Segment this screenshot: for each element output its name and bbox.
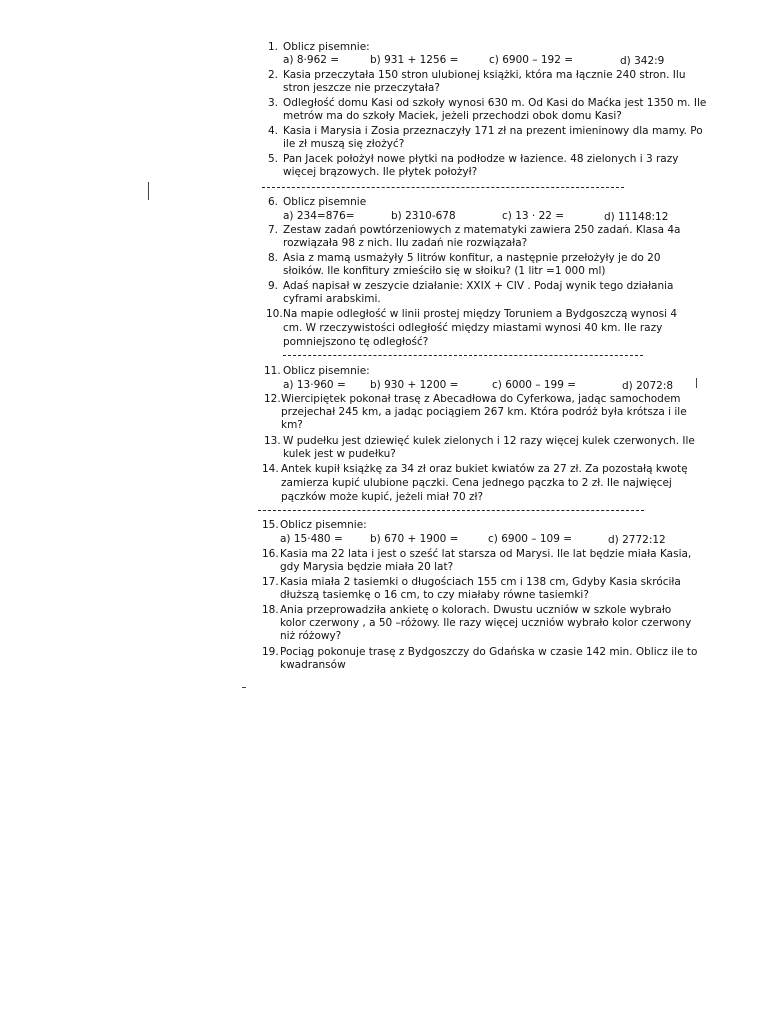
item-number: 12. <box>264 393 281 405</box>
item-number: 9. <box>268 280 279 292</box>
item-text: niż różowy? <box>280 630 342 642</box>
item-text: więcej brązowych. Ile płytek położył? <box>283 166 478 178</box>
item-number: 16. <box>262 548 279 560</box>
item-text: Kasia ma 22 lata i jest o sześć lat starsza od Marysi. Ile lat będzie miała Kasia, <box>280 548 692 560</box>
option-b: b) 930 + 1200 = <box>370 379 459 391</box>
item-text: kolor czerwony , a 50 –różowy. Ile razy więcej uczniów wybrało kolor czerwony <box>280 617 692 629</box>
option-b: b) 2310-678 <box>391 210 456 222</box>
item-number: 7. <box>268 224 279 236</box>
item-text: słoików. Ile konfitury zmieściło się w słoiku? (1 litr =1 000 ml) <box>283 265 606 277</box>
item-text: Kasia miała 2 tasiemki o długościach 155 cm i 138 cm, Gdyby Kasia skróciła <box>280 576 681 588</box>
section-divider <box>283 355 643 356</box>
item-text: Oblicz pisemnie <box>283 196 367 208</box>
item-number: 3. <box>268 97 279 109</box>
option-c: c) 6900 – 109 = <box>488 533 573 545</box>
item-number: 18. <box>262 604 279 616</box>
item-text: Oblicz pisemnie: <box>283 41 370 53</box>
item-number: 5. <box>268 153 279 165</box>
item-text: Pociąg pokonuje trasę z Bydgoszczy do Gdańska w czasie 142 min. Oblicz ile to <box>280 646 698 658</box>
option-d: d) 342:9 <box>620 55 665 67</box>
option-c: c) 13 · 22 = <box>502 210 565 222</box>
item-text: kwadransów <box>280 659 346 671</box>
item-text: Pan Jacek położył nowe płytki na podłodze w łazience. 48 zielonych i 3 razy <box>283 153 679 165</box>
item-text: Adaś napisał w zeszycie działanie: XXIX + CIV . Podaj wynik tego działania <box>283 280 674 292</box>
item-text: rozwiązała 98 z nich. Ilu zadań nie rozwiązała? <box>283 237 528 249</box>
item-text: Na mapie odległość w linii prostej między Toruniem a Bydgoszczą wynosi 4 <box>283 308 678 320</box>
item-number: 19. <box>262 646 279 658</box>
scan-mark <box>242 687 246 688</box>
item-number: 8. <box>268 252 279 264</box>
option-b: b) 670 + 1900 = <box>370 533 459 545</box>
item-text: Wiercipiętek pokonał trasę z Abecadłowa do Cyferkowa, jadąc samochodem <box>281 393 681 405</box>
item-number: 2. <box>268 69 279 81</box>
section-divider <box>262 187 624 188</box>
item-number: 17. <box>262 576 279 588</box>
item-text: Kasia przeczytała 150 stron ulubionej książki, która ma łącznie 240 stron. Ilu <box>283 69 686 81</box>
item-text: Odległość domu Kasi od szkoły wynosi 630 m. Od Kasi do Maćka jest 1350 m. Ile <box>283 97 707 109</box>
item-text: metrów ma do szkoły Maciek, jeżeli przechodzi obok domu Kasi? <box>283 110 622 122</box>
item-text: W pudełku jest dziewięć kulek zielonych i 12 razy więcej kulek czerwonych. Ile <box>283 435 695 447</box>
item-number: 11. <box>264 365 281 377</box>
item-text: Asia z mamą usmażyły 5 litrów konfitur, a następnie przełożyły je do 20 <box>283 252 661 264</box>
item-text: pomniejszono tę odległość? <box>283 336 429 348</box>
scan-mark <box>696 378 697 388</box>
option-c: c) 6900 – 192 = <box>489 54 574 66</box>
item-number: 1. <box>268 41 279 53</box>
item-number: 14. <box>262 463 279 475</box>
item-text: cm. W rzeczywistości odległość między miastami wynosi 40 km. Ile razy <box>283 322 663 334</box>
item-text: Ania przeprowadziła ankietę o kolorach. Dwustu uczniów w szkole wybrało <box>280 604 672 616</box>
item-number: 6. <box>268 196 279 208</box>
item-text: gdy Marysia będzie miała 20 lat? <box>280 561 454 573</box>
item-text: cyframi arabskimi. <box>283 293 381 305</box>
item-text: Antek kupił książkę za 34 zł oraz bukiet kwiatów za 27 zł. Za pozostałą kwotę <box>281 463 688 475</box>
section-divider <box>258 510 644 511</box>
item-text: km? <box>281 419 303 431</box>
option-a: a) 8·962 = <box>283 54 340 66</box>
item-text: zamierza kupić ulubione pączki. Cena jednego pączka to 2 zł. Ile najwięcej <box>281 477 672 489</box>
option-a: a) 13·960 = <box>283 379 346 391</box>
item-number: 4. <box>268 125 279 137</box>
item-number: 10. <box>266 308 283 320</box>
item-text: kulek jest w pudełku? <box>283 448 396 460</box>
scan-mark <box>148 182 149 200</box>
item-number: 15. <box>262 519 279 531</box>
option-a: a) 15·480 = <box>280 533 343 545</box>
item-text: Oblicz pisemnie: <box>283 365 370 377</box>
item-text: przejechał 245 km, a jadąc pociągiem 267 km. Która podróż była krótsza i ile <box>281 406 687 418</box>
option-d: d) 11148:12 <box>604 211 669 223</box>
item-text: dłuższą tasiemkę o 16 cm, to czy miałaby równe tasiemki? <box>280 589 589 601</box>
item-text: pączków może kupić, jeżeli miał 70 zł? <box>281 491 484 503</box>
option-d: d) 2772:12 <box>608 534 666 546</box>
item-text: ile zł muszą się złożyć? <box>283 138 405 150</box>
item-text: stron jeszcze nie przeczytała? <box>283 82 440 94</box>
option-d: d) 2072:8 <box>622 380 674 392</box>
option-b: b) 931 + 1256 = <box>370 54 459 66</box>
option-a: a) 234=876= <box>283 210 355 222</box>
item-text: Kasia i Marysia i Zosia przeznaczyły 171 zł na prezent imieninowy dla mamy. Po <box>283 125 703 137</box>
item-text: Zestaw zadań powtórzeniowych z matematyki zawiera 250 zadań. Klasa 4a <box>283 224 681 236</box>
item-number: 13. <box>264 435 281 447</box>
item-text: Oblicz pisemnie: <box>280 519 367 531</box>
option-c: c) 6000 – 199 = <box>492 379 577 391</box>
